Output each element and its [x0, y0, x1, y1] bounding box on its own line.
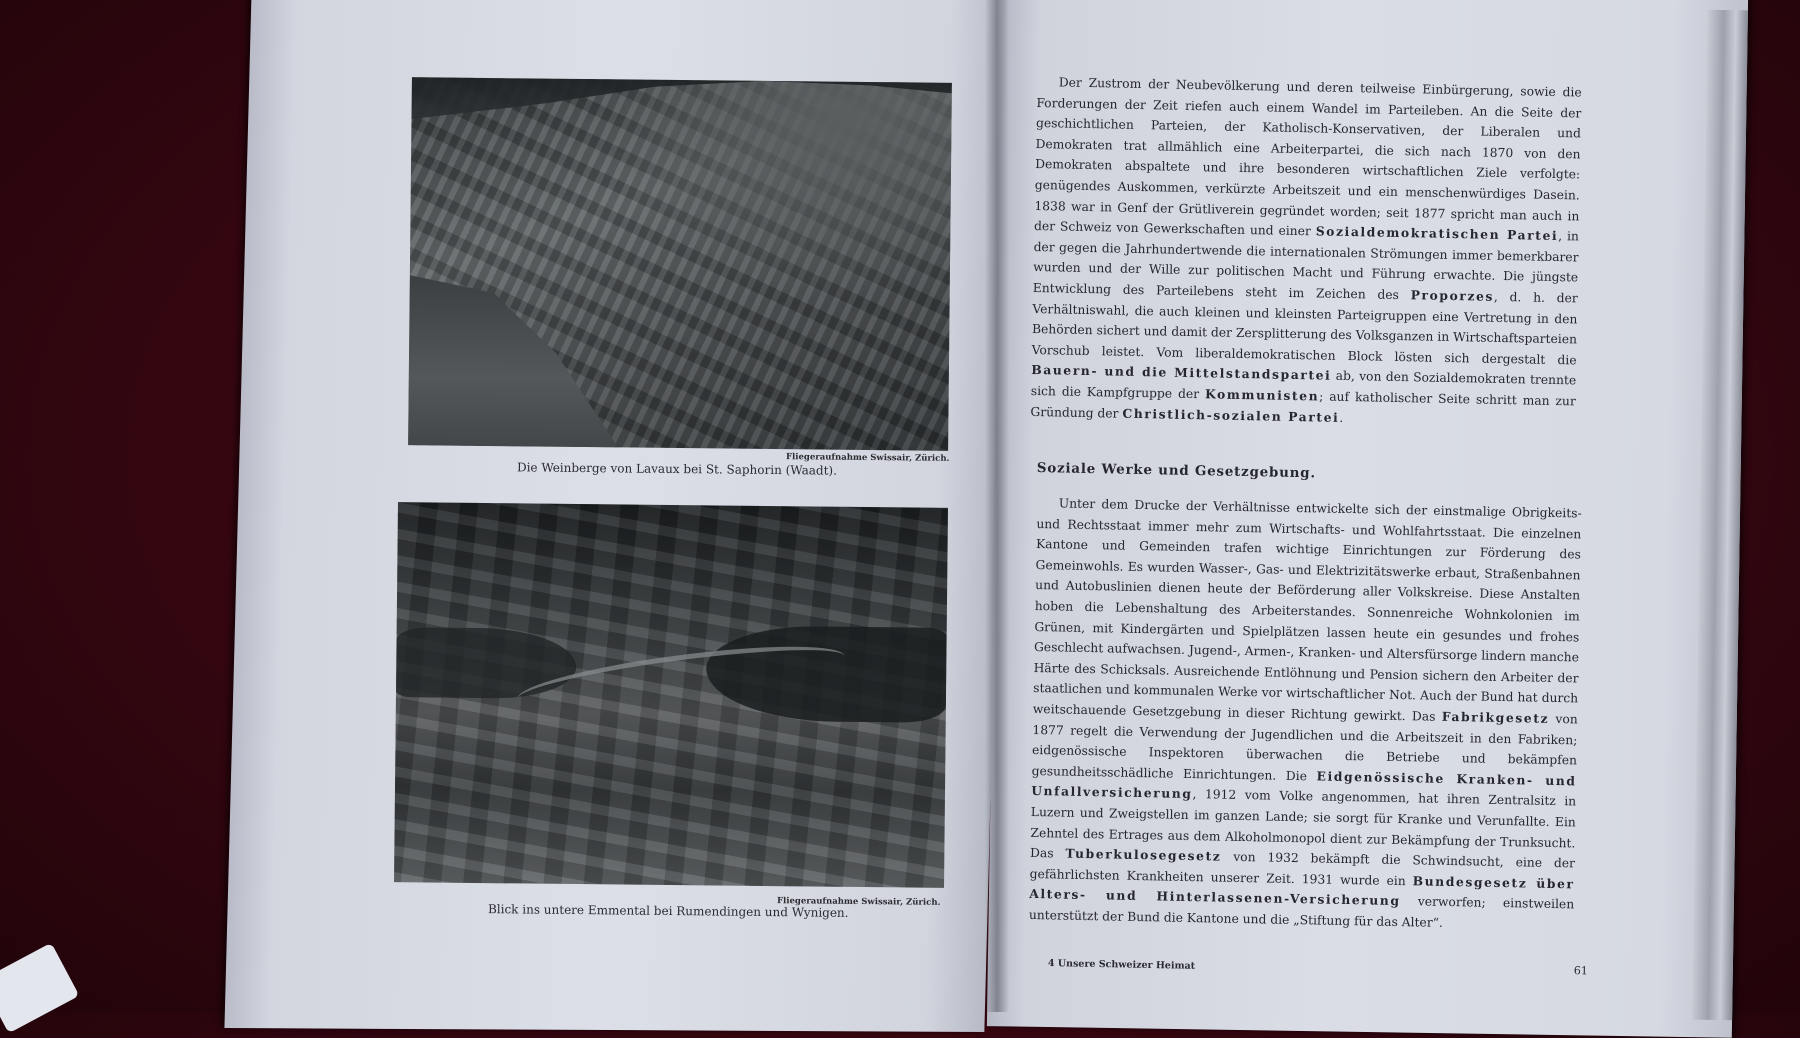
- term-fabrikgesetz: Fabrikgesetz: [1441, 708, 1550, 726]
- photo-lake: [408, 275, 620, 447]
- paper-tag: [0, 943, 79, 1034]
- paragraph-parteileben: [1030, 72, 1582, 432]
- text-run: ; auf katholischer Seite schritt man zur Gründung der: [1030, 389, 1576, 421]
- page-number: 61: [1573, 964, 1588, 978]
- term-sozialdemokratische-partei: Sozialdemokratischen Partei: [1315, 223, 1559, 244]
- text-run: ab, von den Sozialdemokraten trennte sich die Kampfgruppe der: [1030, 369, 1577, 402]
- text-run: , d. h. der Verhältniswahl, die auch kleinen und kleinsten Parteigruppen eine Vertretung in den Behörden sichert und damit der Zersplitterung des Volksganzen in Wirtschaftsparteien Vorschub leistet. Vom liberaldemokratischen Block lösten sich dergestalt die: [1031, 289, 1578, 368]
- term-proporz: Proporzes: [1410, 287, 1495, 304]
- section-heading: Soziale Werke und Gesetzgebung.: [1036, 460, 1317, 482]
- term-kranken-unfallversicherung: Eidgenössische Kranken- und Unfallversicherung: [1031, 768, 1577, 802]
- text-run: Der Zustrom der Neubevölkerung und deren teilweise Einbürgerung, sowie die Forderungen der Zeit riefen auch einem Wandel im Parteileben. An die Seite der geschichtlichen Parteien, der Katholisch-Konservativen, der Liberalen und Demokraten trat allmählich eine Arbeiterpartei, die sich nach 1870 von den Demokraten abspaltete und ihre besonderen wirtschaftlichen Ziele verfolgte: genügendes Auskommen, verkürzte Arbeitszeit und ein menschenwürdiges Dasein. 1838 war in Genf der Grütliverein gegründet worden; seit 1877 spricht man auch in der Schweiz von Gewerkschaften und einer: [1033, 75, 1582, 239]
- text-run: von 1877 regelt die Verwendung der Jugendlichen und die Arbeitszeit in den Fabriken; eidgenössische Inspektoren überwachen die Betriebe und bekämpfen gesundheitsschädliche Einrichtungen. Die: [1031, 711, 1578, 784]
- photo1-caption: Die Weinberge von Lavaux bei St. Saphorin (Waadt).: [516, 460, 838, 478]
- text-run: , 1912 vom Volke angenommen, hat ihren Zentralsitz in Luzern und Zweigstellen im ganzen Lande; sie sorgt für Kranke und Verunfallte. Ein Zehntel des Ertrages aus dem Alkoholmonopol dient zur Bekämpfung der Trunksucht. Das: [1029, 787, 1577, 861]
- text-run: von 1932 bekämpft die Schwindsucht, eine der gefährlichsten Krankheiten unserer Zeit. 1931 wurde ein: [1029, 849, 1576, 888]
- term-kommunisten: Kommunisten: [1204, 386, 1320, 404]
- term-altersversicherung: Bundesgesetz über Alters- und Hinterlassenen-Versicherung: [1029, 872, 1575, 909]
- text-run: verworfen; einstweilen unterstützt der Bund die Kantone und die „Stiftung für das Alter“.: [1028, 894, 1575, 930]
- text-run: Unter dem Drucke der Verhältnisse entwickelte sich der einstmalige Obrigkeits- und Rechtsstaat immer mehr zum Wirtschafts- und Wohlfahrtsstaat. Die einzelnen Kantone und Gemeinden trafen wichtige Einrichtungen zur Förderung des Gemeinwohls. Es wurden Wasser-, Gas- und Elektrizitätswerke erbaut, Straßenbahnen und Autobuslinien dienen heute der Beförderung aller Volkskreise. Diese Anstalten hoben die Lebenshaltung des Arbeiterstandes. Sonnenreiche Wohnkolonien im Grünen, mit Kindergärten und Spielplätzen lassen heute ein gesundes und frohes Geschlecht aufwachsen. Jugend-, Armen-, Kranken- und Altersfürsorge lindern manche Härte des Schicksals. Ausreichende Entlöhnung und Pension sichern den Arbeiter der staatlichen und kommunalen Werke vor wirtschaftlicher Not. Auch der Bund hat durch weitschauende Gesetzgebung in dieser Richtung gewirkt. Das: [1032, 496, 1582, 724]
- text-run: .: [1339, 410, 1344, 425]
- term-christlich-soziale-partei: Christlich-sozialen Partei: [1122, 405, 1340, 425]
- photo2-caption: Blick ins untere Emmental bei Rumendingen und Wynigen.: [487, 902, 849, 920]
- photo2-credit: Fliegeraufnahme Swissair, Zürich.: [776, 896, 941, 908]
- photo1-credit: Fliegeraufnahme Swissair, Zürich.: [785, 452, 950, 464]
- book-gutter: [985, 0, 1009, 1012]
- term-tuberkulosegesetz: Tuberkulosegesetz: [1065, 845, 1222, 864]
- photo-lavaux-vineyards: [408, 77, 952, 451]
- footer-title: 4 Unsere Schweizer Heimat: [1047, 958, 1196, 972]
- text-run: , in der gegen die Jahrhundertwende die internationalen Strömungen immer bemerkbarer wurden und der Wille zur politischen Macht und Führung erwachte. Die jüngste Entwicklung des Parteilebens steht im Zeichen des: [1032, 229, 1580, 303]
- photo-emmental: [394, 502, 948, 888]
- term-bauernpartei: Bauern- und die Mittelstandspartei: [1031, 362, 1332, 384]
- photo-hill: [411, 77, 952, 153]
- paragraph-soziale-werke: [1029, 493, 1582, 936]
